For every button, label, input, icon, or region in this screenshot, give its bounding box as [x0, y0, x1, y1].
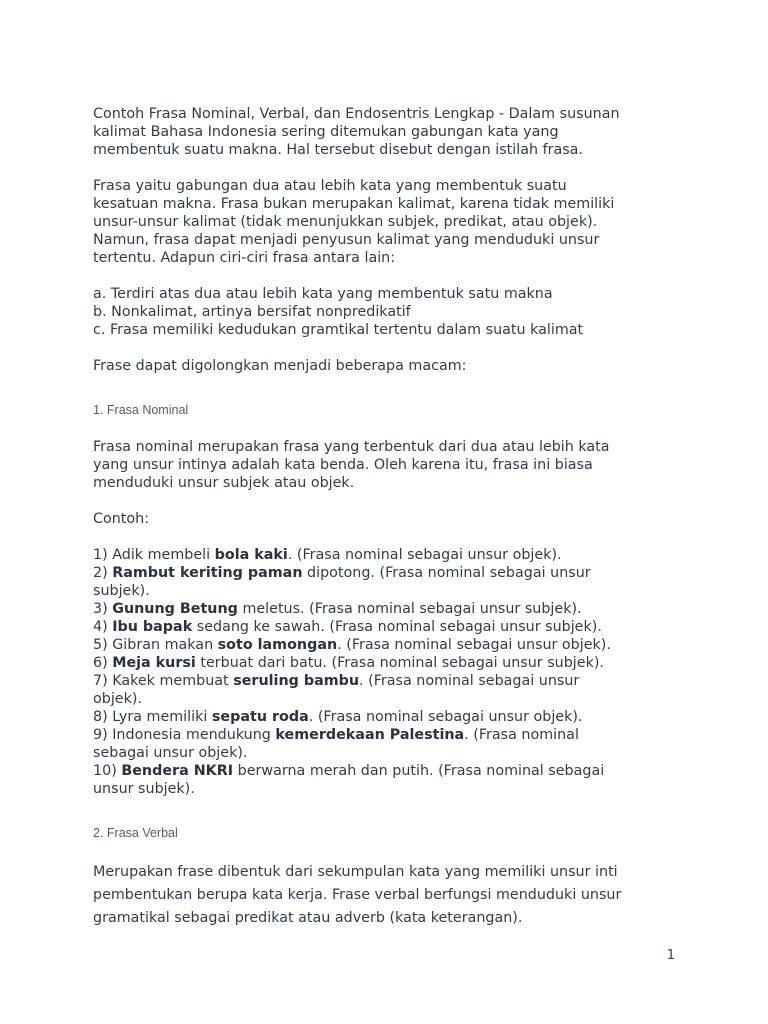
example-item: 7) Kakek membuat seruling bambu. (Frasa nominal sebagai unsur [93, 673, 580, 689]
page-number: 1 [666, 948, 675, 963]
example-item: 2) Rambut keriting paman dipotong. (Frasa nominal sebagai unsur [93, 565, 591, 581]
example-phrase: Bendera NKRI [121, 763, 234, 779]
example-item: 1) Adik membeli bola kaki. (Frasa nominal sebagai unsur objek). [93, 547, 562, 563]
definition-paragraph: Frasa yaitu gabungan dua atau lebih kata yang membentuk suatu kesatuan makna. Frasa bukan merupakan kalimat, karena tidak memiliki unsur-unsur kalimat (tidak menunjukkan subjek, predikat, atau objek). Namun, frasa dapat menjadi penyusun kalimat yang menduduki unsur tertentu. Adapun ciri-ciri frasa antara lain: [93, 178, 615, 266]
example-continuation: unsur subjek). [93, 781, 195, 797]
example-phrase: seruling bambu [233, 673, 360, 689]
example-phrase: Ibu bapak [112, 619, 193, 635]
example-continuation: sebagai unsur objek). [93, 745, 248, 761]
traits-list: a. Terdiri atas dua atau lebih kata yang membentuk satu makna b. Nonkalimat, artinya bersifat nonpredikatif c. Frasa memiliki kedudukan gramtikal tertentu dalam suatu kalimat [93, 286, 584, 338]
nominal-body: Frasa nominal merupakan frasa yang terbentuk dari dua atau lebih kata yang unsur intinya adalah kata benda. Oleh karena itu, frasa ini biasa menduduki unsur subjek atau objek. [93, 439, 610, 491]
contoh-label: Contoh: [93, 511, 150, 527]
example-phrase: soto lamongan [217, 637, 338, 653]
example-phrase: Meja kursi [112, 655, 196, 671]
example-phrase: kemerdekaan Palestina [275, 727, 465, 743]
example-item: 10) Bendera NKRI berwarna merah dan putih. (Frasa nominal sebagai [93, 763, 605, 779]
example-phrase: Gunung Betung [112, 601, 238, 617]
section-heading-verbal: 2. Frasa Verbal [93, 826, 178, 840]
example-item: 8) Lyra memiliki sepatu roda. (Frasa nominal sebagai unsur objek). [93, 709, 583, 725]
example-item: 4) Ibu bapak sedang ke sawah. (Frasa nominal sebagai unsur subjek). [93, 619, 602, 635]
example-item: 5) Gibran makan soto lamongan. (Frasa nominal sebagai unsur objek). [93, 637, 611, 653]
example-continuation: objek). [93, 691, 142, 707]
example-continuation: subjek). [93, 583, 150, 599]
section-heading-nominal: 1. Frasa Nominal [93, 403, 189, 417]
example-item: 6) Meja kursi terbuat dari batu. (Frasa nominal sebagai unsur subjek). [93, 655, 604, 671]
example-phrase: bola kaki [214, 547, 288, 563]
example-phrase: Rambut keriting paman [112, 565, 303, 581]
example-item: 3) Gunung Betung meletus. (Frasa nominal sebagai unsur subjek). [93, 601, 582, 617]
page-content [93, 105, 683, 930]
example-phrase: sepatu roda [211, 709, 309, 725]
examples-list [93, 546, 683, 798]
classes-intro: Frase dapat digolongkan menjadi beberapa macam: [93, 358, 467, 374]
verbal-body: Merupakan frase dibentuk dari sekumpulan kata yang memiliki unsur inti pembentukan berupa kata kerja. Frase verbal berfungsi menduduki unsur gramatikal sebagai predikat atau adverb (kata keterangan). [93, 864, 622, 926]
example-item: 9) Indonesia mendukung kemerdekaan Palestina. (Frasa nominal [93, 727, 579, 743]
intro-paragraph: Contoh Frasa Nominal, Verbal, dan Endosentris Lengkap - Dalam susunan kalimat Bahasa Indonesia sering ditemukan gabungan kata yang membentuk suatu makna. Hal tersebut disebut dengan istilah frasa. [93, 106, 620, 158]
